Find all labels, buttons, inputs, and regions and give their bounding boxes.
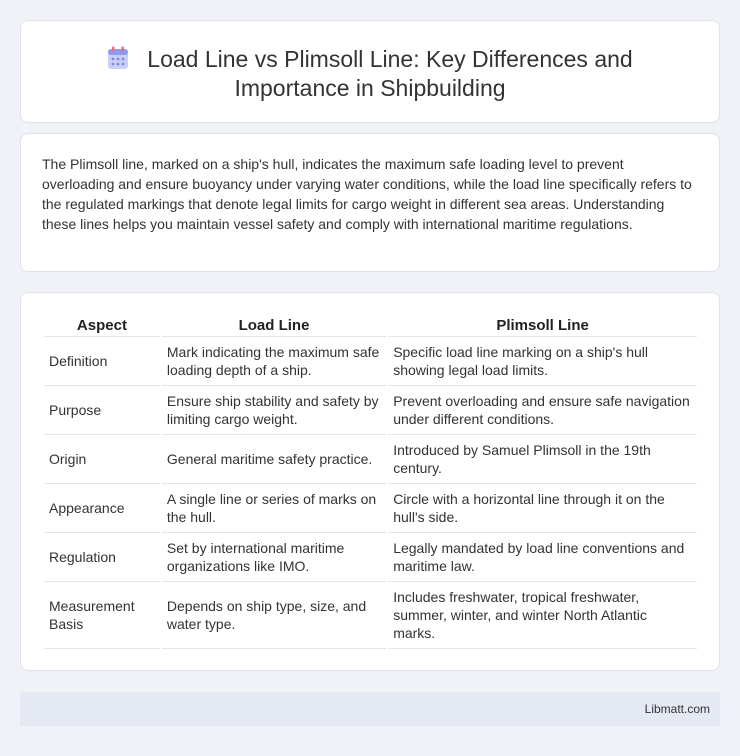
header-load-line: Load Line <box>162 315 386 337</box>
cell-aspect: Origin <box>44 435 160 484</box>
table-row <box>44 484 697 533</box>
cell-plimsoll-line: Circle with a horizontal line through it on the hull's side. <box>388 484 697 533</box>
cell-aspect: Definition <box>44 337 160 386</box>
table-row <box>44 533 697 582</box>
footer-site-link[interactable]: Libmatt.com <box>644 702 710 716</box>
title-line-2: Importance in Shipbuilding <box>234 75 506 101</box>
comparison-table-card <box>20 292 720 671</box>
cell-aspect: Purpose <box>44 386 160 435</box>
header-plimsoll-line: Plimsoll Line <box>388 315 697 337</box>
cell-load-line: Ensure ship stability and safety by limiting cargo weight. <box>162 386 386 435</box>
page-title <box>21 45 719 103</box>
table-header-row <box>44 315 697 337</box>
table-row <box>44 337 697 386</box>
cell-load-line: General maritime safety practice. <box>162 435 386 484</box>
cell-load-line: Mark indicating the maximum safe loading depth of a ship. <box>162 337 386 386</box>
comparison-table <box>42 315 699 649</box>
title-card <box>20 20 720 123</box>
cell-aspect: Regulation <box>44 533 160 582</box>
cell-load-line: Set by international maritime organizations like IMO. <box>162 533 386 582</box>
cell-load-line: Depends on ship type, size, and water type. <box>162 582 386 649</box>
cell-plimsoll-line: Prevent overloading and ensure safe navigation under different conditions. <box>388 386 697 435</box>
cell-aspect: Appearance <box>44 484 160 533</box>
calendar-icon <box>107 46 129 70</box>
cell-plimsoll-line: Legally mandated by load line conventions and maritime law. <box>388 533 697 582</box>
table-row <box>44 386 697 435</box>
title-line-1: Load Line vs Plimsoll Line: Key Differences and <box>147 46 633 72</box>
cell-plimsoll-line: Specific load line marking on a ship's hull showing legal load limits. <box>388 337 697 386</box>
cell-load-line: A single line or series of marks on the hull. <box>162 484 386 533</box>
footer-bar <box>20 692 720 726</box>
cell-plimsoll-line: Includes freshwater, tropical freshwater, summer, winter, and winter North Atlantic marks. <box>388 582 697 649</box>
intro-paragraph: The Plimsoll line, marked on a ship's hull, indicates the maximum safe loading level to prevent overloading and ensure buoyancy under varying water conditions, while the load line specifically refers to the regulated markings that denote legal limits for cargo weight in different sea areas. Understanding these lines helps you maintain vessel safety and comply with international maritime regulations. <box>42 156 692 232</box>
cell-aspect: Measurement Basis <box>44 582 160 649</box>
cell-plimsoll-line: Introduced by Samuel Plimsoll in the 19th century. <box>388 435 697 484</box>
table-row <box>44 435 697 484</box>
header-aspect: Aspect <box>44 315 160 337</box>
table-row <box>44 582 697 649</box>
intro-card <box>20 133 720 272</box>
